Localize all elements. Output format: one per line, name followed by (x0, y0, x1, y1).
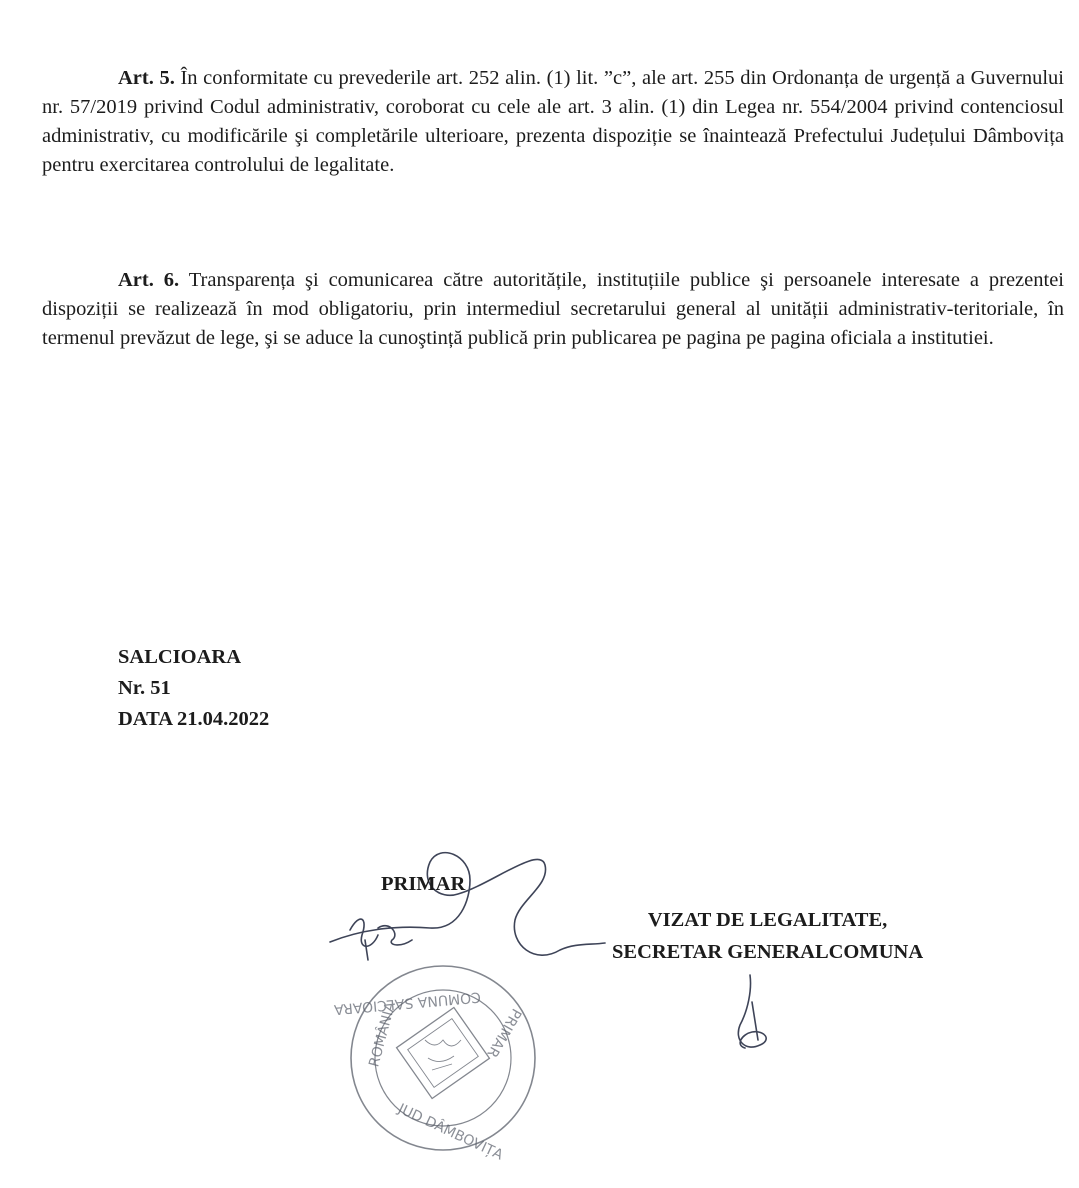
document-date: DATA 21.04.2022 (118, 708, 270, 730)
svg-text:JUD DÂMBOVIȚA: JUD DÂMBOVIȚA (395, 1100, 506, 1164)
svg-text:ROMÂNIA: ROMÂNIA (366, 1000, 400, 1069)
svg-text:PRIMAR: PRIMAR (483, 1005, 525, 1061)
mayor-signature (330, 853, 605, 960)
article-5-label: Art. 5. (118, 67, 175, 89)
mayor-title: PRIMAR (381, 873, 466, 895)
vizat-line-2: SECRETAR GENERALCOMUNA (612, 941, 924, 963)
secretary-signature (738, 975, 766, 1048)
legality-endorsement (612, 904, 923, 968)
document-number: Nr. 51 (118, 677, 171, 699)
vizat-line-1: VIZAT DE LEGALITATE, (647, 909, 888, 931)
svg-text:COMUNA SALCIOARA: COMUNA SALCIOARA (333, 988, 482, 1018)
article-5-text: În conformitate cu prevederile art. 252 alin. (1) lit. ”c”, ale art. 255 din Ordonanța de urgență a Guvernului nr. 57/2019 privind Codul administrativ, coroborat cu cele ale art. 3 alin. (1) din Legea nr. 554/2004 privind contenciosul administrativ, cu modificările şi completările ulterioare, prezenta dispoziție se înaintează Prefectului Județului Dâmbovița pentru exercitarea controlului de legalitate. (42, 67, 1064, 176)
article-6-label: Art. 6. (118, 269, 180, 291)
article-6-text: Transparența şi comunicarea către autoritățile, instituțiile publice şi persoanele interesate a prezentei dispoziții se realizează în mod obligatoriu, prin intermediul secretarului general al unității administrativ-teritoriale, în termenul prevăzut de lege, şi se aduce la cunoştință publică prin publicarea pe pagina pe pagina oficiala a institutiei. (42, 269, 1064, 349)
locality: SALCIOARA (118, 646, 242, 668)
